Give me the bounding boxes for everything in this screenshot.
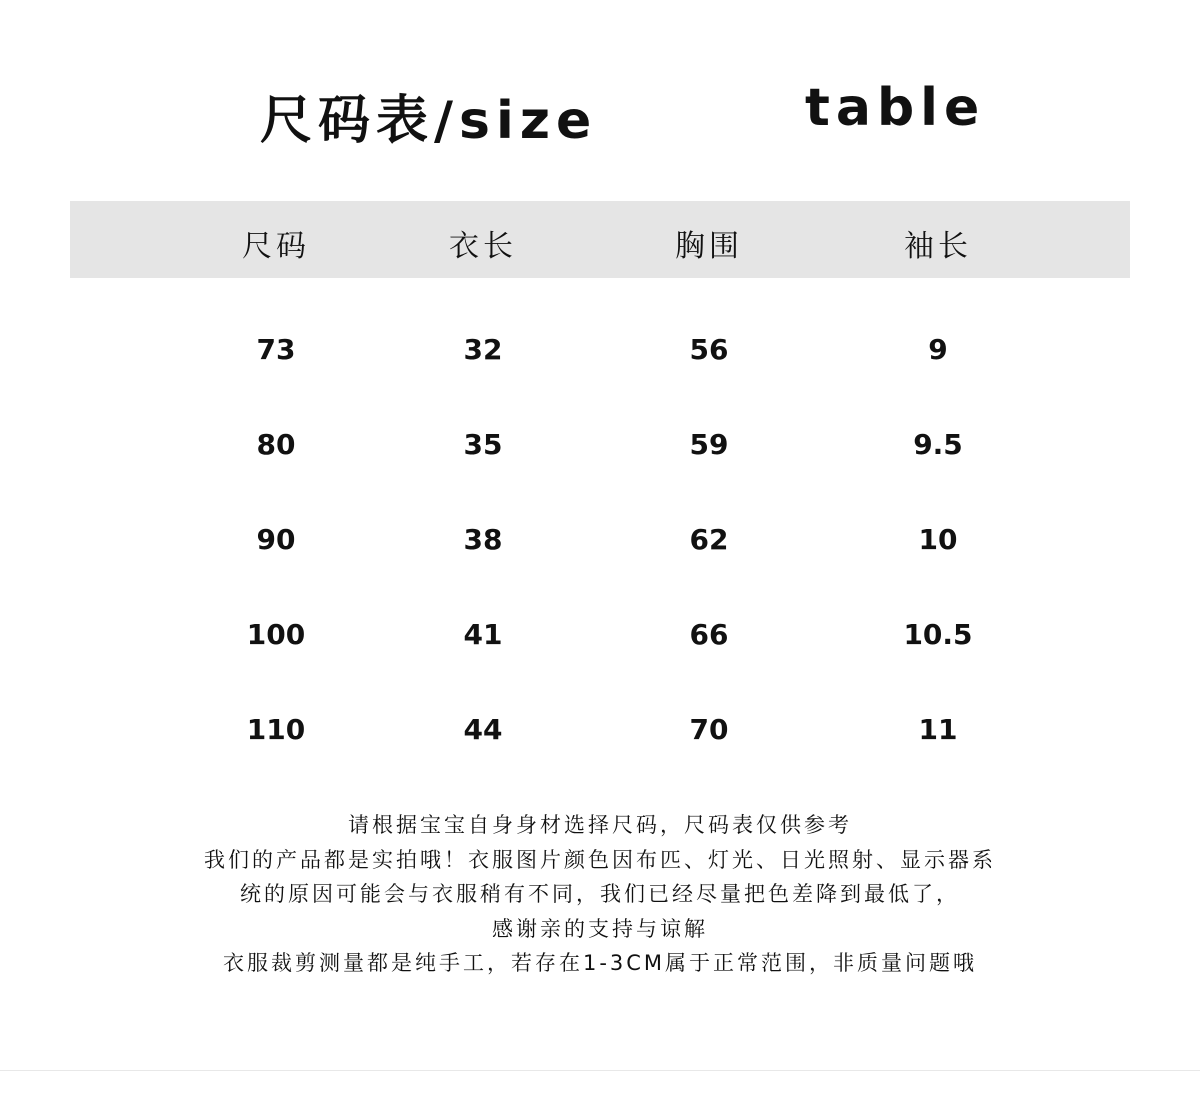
cell-sleeve: 10.5 xyxy=(903,618,973,651)
cell-size: 90 xyxy=(256,523,296,556)
cell-size: 110 xyxy=(246,713,306,746)
cell-chest: 70 xyxy=(689,713,729,746)
bottom-divider xyxy=(0,1070,1200,1071)
cell-size: 80 xyxy=(256,428,296,461)
header-chest: 胸围 xyxy=(675,229,743,264)
cell-chest: 56 xyxy=(689,333,729,366)
cell-chest: 59 xyxy=(689,428,729,461)
note-line: 我们的产品都是实拍哦！衣服图片颜色因布匹、灯光、日光照射、显示器系 xyxy=(204,847,996,872)
notes-block xyxy=(60,808,1140,981)
note-line: 感谢亲的支持与谅解 xyxy=(492,916,708,941)
note-line: 衣服裁剪测量都是纯手工，若存在1-3CM属于正常范围，非质量问题哦 xyxy=(222,951,978,975)
table-row xyxy=(0,618,1200,658)
cell-length: 41 xyxy=(463,618,503,651)
cell-length: 32 xyxy=(463,333,503,366)
title-table-word: table xyxy=(805,78,986,138)
cell-length: 38 xyxy=(463,523,503,556)
cell-length: 35 xyxy=(463,428,503,461)
table-row xyxy=(0,523,1200,563)
title-size-chart: 尺码表/size xyxy=(260,91,598,151)
cell-size: 73 xyxy=(256,333,296,366)
cell-size: 100 xyxy=(246,618,306,651)
table-row xyxy=(0,713,1200,753)
cell-length: 44 xyxy=(463,713,503,746)
cell-chest: 66 xyxy=(689,618,729,651)
table-row xyxy=(0,428,1200,468)
header-length: 衣长 xyxy=(449,229,517,264)
table-header-row xyxy=(70,201,1130,278)
header-size: 尺码 xyxy=(242,229,310,264)
table-row xyxy=(0,333,1200,373)
note-line: 统的原因可能会与衣服稍有不同，我们已经尽量把色差降到最低了， xyxy=(240,882,960,906)
note-line: 请根据宝宝自身身材选择尺码，尺码表仅供参考 xyxy=(348,813,852,837)
cell-sleeve: 10 xyxy=(918,523,958,556)
cell-sleeve: 9 xyxy=(928,333,948,366)
cell-chest: 62 xyxy=(689,523,729,556)
header-sleeve: 袖长 xyxy=(904,229,972,264)
cell-sleeve: 9.5 xyxy=(913,428,963,461)
cell-sleeve: 11 xyxy=(918,713,958,746)
